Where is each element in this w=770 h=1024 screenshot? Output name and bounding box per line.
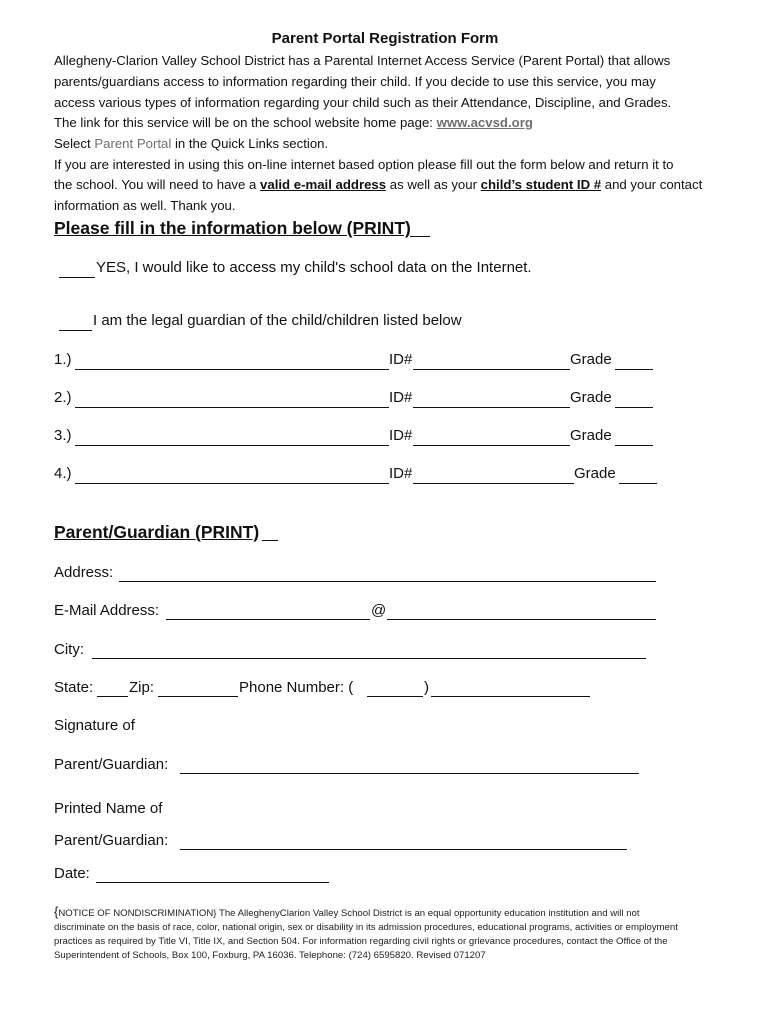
- child-row-4-name-field[interactable]: [75, 483, 389, 484]
- intro-line-7: [54, 175, 702, 196]
- child-row-1-id-label: ID#: [389, 351, 413, 368]
- child-row-4-grade-field[interactable]: [619, 483, 657, 484]
- email-domain-field[interactable]: [387, 619, 656, 620]
- phone-number-field[interactable]: [431, 696, 590, 697]
- legal-guardian-blank[interactable]: [59, 330, 92, 331]
- yes-access-text: YES, I would like to access my child's school data on the Internet.: [96, 259, 532, 276]
- child-row-1-number: 1.): [54, 351, 72, 368]
- phone-close-paren: ): [424, 679, 429, 696]
- zip-label: Zip:: [129, 679, 155, 696]
- phone-label: Phone Number: (: [239, 679, 354, 696]
- child-row-1-id-field[interactable]: [413, 369, 570, 370]
- notice-open-brace: {: [54, 904, 59, 919]
- phone-area-code-field[interactable]: [367, 696, 423, 697]
- child-row-4-id-field[interactable]: [413, 483, 574, 484]
- child-row-3-grade-label: Grade: [570, 427, 612, 444]
- parent-portal-link[interactable]: Parent Portal: [94, 136, 172, 151]
- child-row-3-name-field[interactable]: [75, 445, 389, 446]
- legal-guardian-text: I am the legal guardian of the child/children listed below: [93, 312, 462, 329]
- intro-line-6: If you are interested in using this on-line internet based option please fill out the form below and return it to: [54, 157, 674, 172]
- address-field[interactable]: [119, 581, 656, 582]
- date-label: Date:: [54, 865, 90, 882]
- intro-line-4: [54, 113, 533, 134]
- parent-heading-underline-tail: [262, 540, 278, 541]
- yes-checkbox-blank[interactable]: [59, 277, 95, 278]
- student-id-emphasis: child’s student ID #: [480, 177, 602, 192]
- date-field[interactable]: [96, 882, 329, 883]
- child-row-2-id-label: ID#: [389, 389, 413, 406]
- intro-line-4-text: The link for this service will be on the school website home page:: [54, 115, 437, 130]
- valid-email-emphasis: valid e-mail address: [260, 177, 387, 192]
- child-row-2-id-field[interactable]: [413, 407, 570, 408]
- state-label: State:: [54, 679, 94, 696]
- printed-name-label-line-1: Printed Name of: [54, 800, 163, 817]
- child-row-4-number: 4.): [54, 465, 72, 482]
- printed-name-label-line-2: Parent/Guardian:: [54, 832, 169, 849]
- child-row-1-grade-field[interactable]: [615, 369, 653, 370]
- address-label: Address:: [54, 564, 114, 581]
- child-row-1-grade-label: Grade: [570, 351, 612, 368]
- child-row-2-grade-field[interactable]: [615, 407, 653, 408]
- intro-line-5: [54, 134, 328, 155]
- intro-line-8: information as well. Thank you.: [54, 198, 236, 213]
- email-at-sign: @: [371, 602, 387, 619]
- printed-name-field[interactable]: [180, 849, 627, 850]
- child-row-3-number: 3.): [54, 427, 72, 444]
- email-user-field[interactable]: [166, 619, 370, 620]
- heading-underline-tail: [410, 236, 430, 237]
- signature-label-line-2: Parent/Guardian:: [54, 756, 169, 773]
- form-title: Parent Portal Registration Form: [271, 30, 499, 47]
- child-row-4-grade-label: Grade: [574, 465, 616, 482]
- child-row-4-id-label: ID#: [389, 465, 413, 482]
- child-row-2-number: 2.): [54, 389, 72, 406]
- notice-line-2: discriminate on the basis of race, color, national origin, sex or disability in its admission procedures, educational programs, activities or employment: [54, 922, 678, 933]
- intro-line-7-mid: as well as your: [386, 177, 481, 192]
- child-row-1-name-field[interactable]: [75, 369, 389, 370]
- intro-line-7-pre: the school. You will need to have a: [54, 177, 261, 192]
- city-label: City:: [54, 641, 84, 658]
- state-field[interactable]: [97, 696, 128, 697]
- intro-line-5-post: in the Quick Links section.: [171, 136, 329, 151]
- signature-label-line-1: Signature of: [54, 717, 135, 734]
- section-heading-children: Please fill in the information below (PRINT): [54, 218, 411, 238]
- notice-line-1-text: The AlleghenyClarion Valley School District is an equal opportunity education institution and will not: [216, 908, 640, 919]
- child-row-3-grade-field[interactable]: [615, 445, 653, 446]
- notice-line-4: Superintendent of Schools, Box 100, Foxburg, PA 16036. Telephone: (724) 6595820. Revised 071207: [54, 950, 486, 961]
- signature-field[interactable]: [180, 773, 639, 774]
- intro-line-1: Allegheny-Clarion Valley School District has a Parental Internet Access Service (Parent Portal) that allows: [54, 53, 671, 68]
- section-heading-parent: Parent/Guardian (PRINT): [54, 522, 260, 542]
- notice-line-1: [54, 905, 640, 921]
- notice-line-3: practices as required by Title VI, Title IX, and Section 504. For information regarding civil rights or grievance procedures, contact the Office of the: [54, 936, 668, 947]
- city-field[interactable]: [92, 658, 646, 659]
- intro-line-7-post: and your contact: [601, 177, 703, 192]
- intro-line-2: parents/guardians access to information regarding their child. If you decide to use this service, you may: [54, 74, 656, 89]
- child-row-2-name-field[interactable]: [75, 407, 389, 408]
- child-row-3-id-field[interactable]: [413, 445, 570, 446]
- notice-label: NOTICE OF NONDISCRIMINATION}: [58, 908, 217, 919]
- school-website-link[interactable]: www.acvsd.org: [436, 115, 533, 130]
- child-row-2-grade-label: Grade: [570, 389, 612, 406]
- intro-line-3: access various types of information regarding your child such as their Attendance, Discipline, and Grades.: [54, 95, 672, 110]
- intro-line-5-pre: Select: [54, 136, 95, 151]
- email-label: E-Mail Address:: [54, 602, 160, 619]
- zip-field[interactable]: [158, 696, 238, 697]
- child-row-3-id-label: ID#: [389, 427, 413, 444]
